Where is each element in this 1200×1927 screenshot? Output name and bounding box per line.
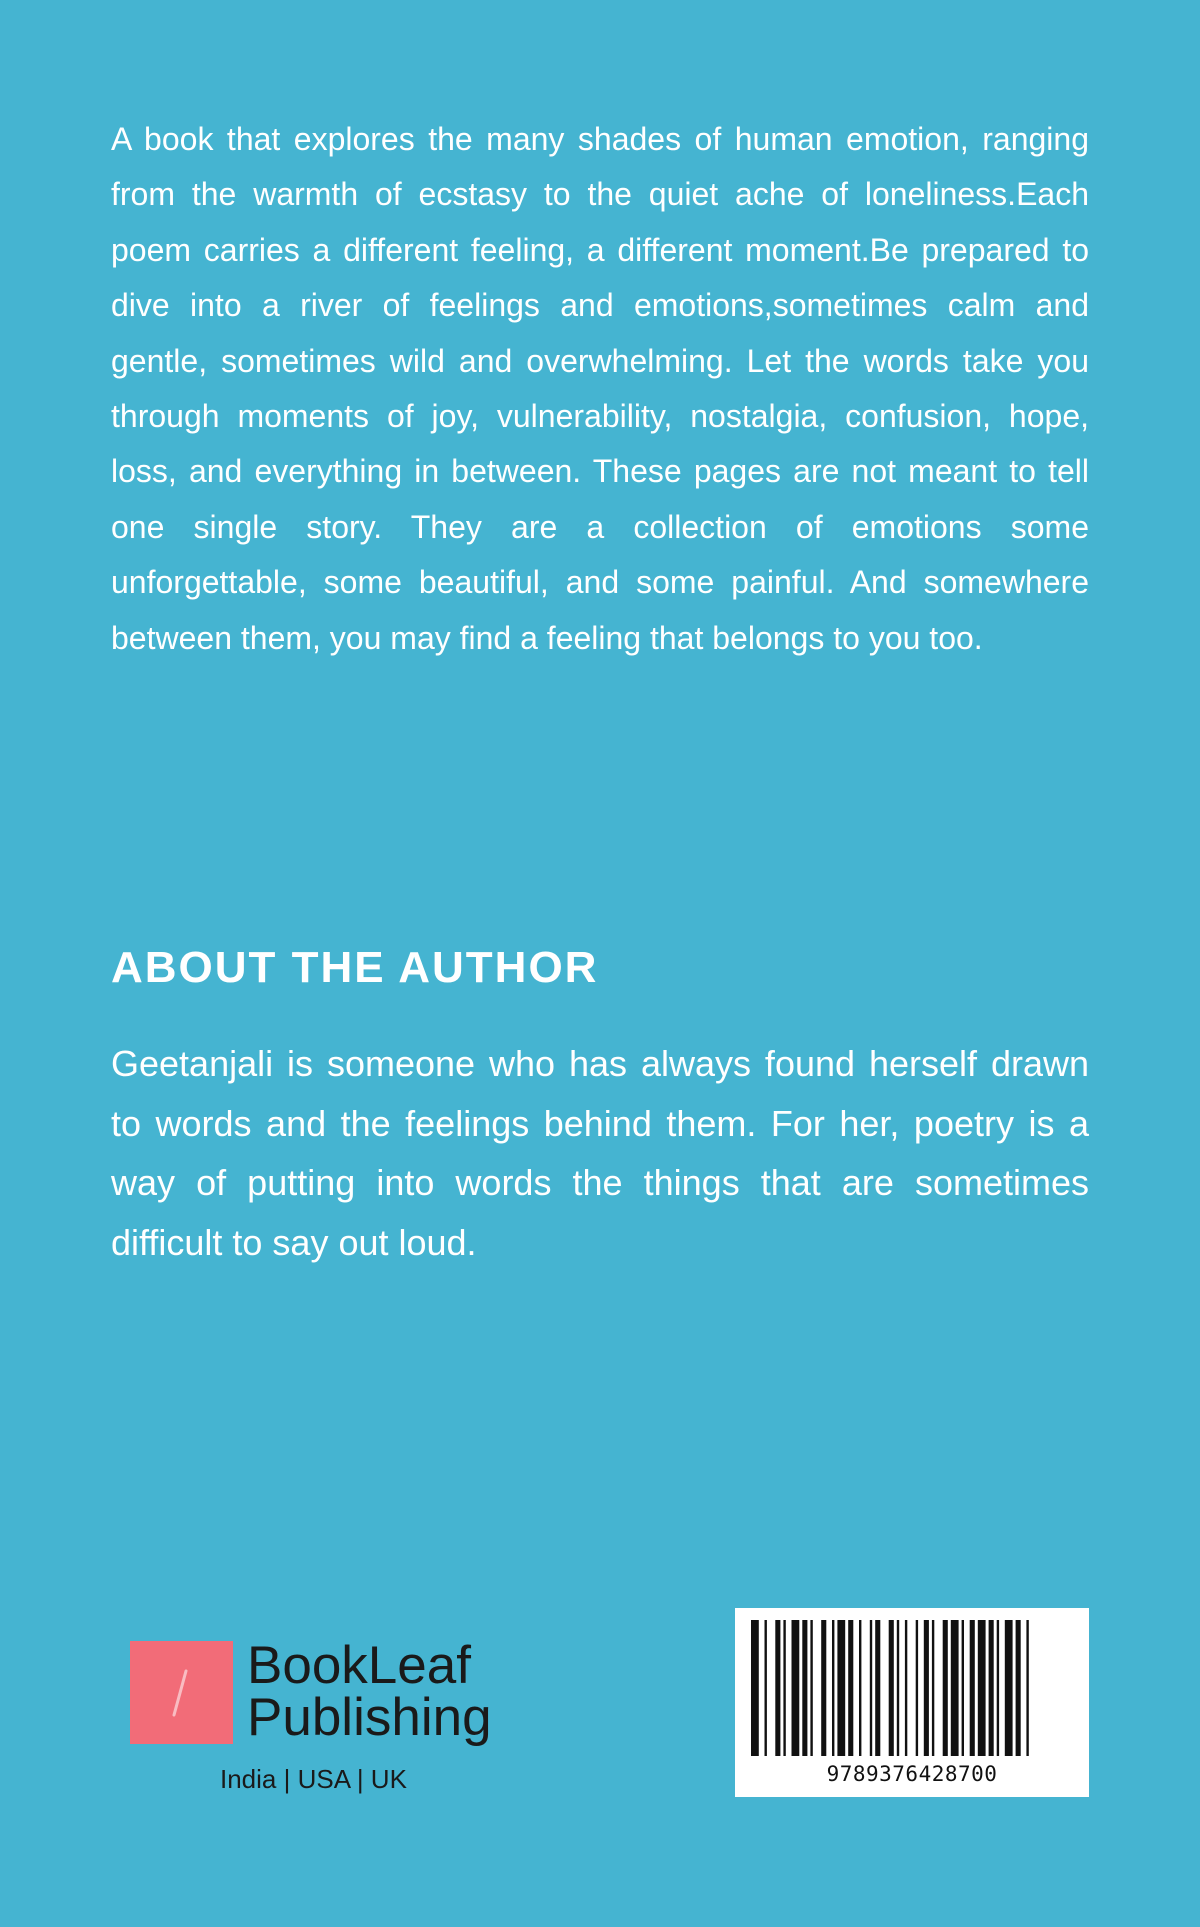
barcode-bar xyxy=(997,1620,999,1756)
barcode-bar xyxy=(1005,1620,1013,1756)
barcode-bar xyxy=(870,1620,872,1756)
barcode-bar xyxy=(897,1620,899,1756)
barcode-bar xyxy=(1016,1620,1021,1756)
barcode-bar xyxy=(783,1620,785,1756)
barcode-bar xyxy=(943,1620,948,1756)
isbn-barcode xyxy=(735,1608,1089,1797)
book-blurb: A book that explores the many shades of human emotion, ranging from the warmth of ecstasy to the quiet ache of loneliness.Each poem carries a different feeling, a different moment.Be prepared to dive into a river of feelings and emotions,sometimes calm and gentle, sometimes wild and overwhelming. Let the words take you through moments of joy, vulnerability, nostalgia, confusion, hope, loss, and everything in between. These pages are not meant to tell one single story. They are a collection of emotions some unforgettable, some beautiful, and some painful. And somewhere between them, you may find a feeling that belongs to you too. xyxy=(111,121,1089,656)
barcode-bar xyxy=(951,1620,959,1756)
barcode-bars xyxy=(749,1620,1075,1756)
about-author-heading: ABOUT THE AUTHOR xyxy=(111,943,599,992)
publisher-locations: India | USA | UK xyxy=(220,1764,407,1794)
barcode-bar xyxy=(916,1620,918,1756)
barcode-bar xyxy=(765,1620,767,1756)
barcode-bar xyxy=(821,1620,826,1756)
publisher-name-line1: BookLeaf xyxy=(247,1636,471,1695)
barcode-bar xyxy=(751,1620,759,1756)
barcode-bar xyxy=(875,1620,880,1756)
barcode-bar xyxy=(905,1620,907,1756)
publisher-logo xyxy=(130,1638,510,1798)
barcode-bar xyxy=(970,1620,975,1756)
barcode-bar xyxy=(1026,1620,1028,1756)
barcode-bar xyxy=(978,1620,986,1756)
about-author-text: Geetanjali is someone who has always found herself drawn to words and the feelings behind them. For her, poetry is a way of putting into words the things that are sometimes difficult to say out loud. xyxy=(111,1043,1089,1263)
barcode-bar xyxy=(792,1620,800,1756)
barcode-bar xyxy=(802,1620,807,1756)
barcode-bar xyxy=(989,1620,994,1756)
barcode-bar xyxy=(775,1620,780,1756)
barcode-bar xyxy=(889,1620,894,1756)
bookleaf-logo-icon xyxy=(130,1641,233,1744)
barcode-bar xyxy=(859,1620,861,1756)
barcode-bar xyxy=(932,1620,934,1756)
barcode-bar xyxy=(962,1620,964,1756)
barcode-bar xyxy=(832,1620,834,1756)
barcode-bar xyxy=(810,1620,812,1756)
barcode-bar xyxy=(848,1620,853,1756)
isbn-number: 9789376428700 xyxy=(826,1762,998,1786)
barcode-bar xyxy=(924,1620,929,1756)
publisher-name-line2: Publishing xyxy=(247,1688,492,1747)
barcode-bar xyxy=(837,1620,845,1756)
